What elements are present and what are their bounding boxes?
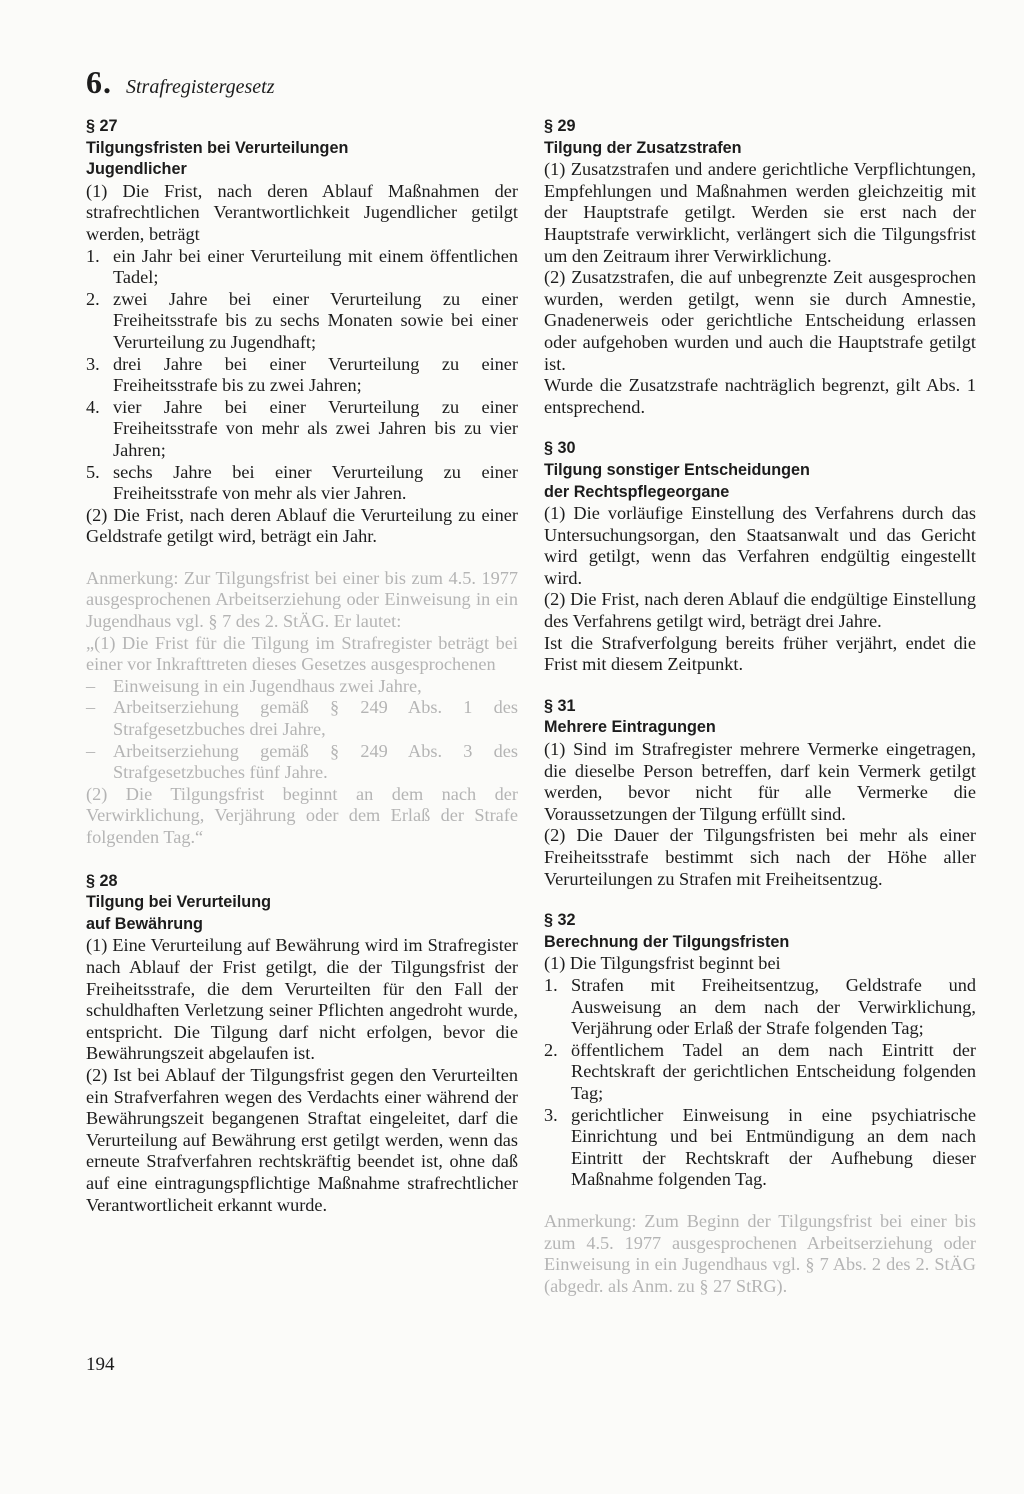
paragraph: (2) Zusatzstrafen, die auf unbegrenzte Zeit ausgesprochen wurden, werden getilgt, wenn sie durch Amnestie, Gnadenerweis oder gerichtliche Entscheidung erlassen oder aufgehoben wurden und auch die Hauptstrafe getilgt ist. — [544, 267, 976, 374]
list-number: 5. — [86, 461, 100, 482]
section-title-line: Jugendlicher — [86, 160, 187, 179]
paragraph: (2) Die Dauer der Tilgungsfristen bei mehr als einer Freiheitsstrafe bestimmt sich nach der Höhe aller Verurteilungen zu Strafen mit Freiheitsentzug. — [544, 825, 976, 889]
list-number: 1. — [86, 245, 100, 266]
note-list-text: Arbeitserziehung gemäß § 249 Abs. 3 des Strafgesetzbuches fünf Jahre. — [113, 740, 518, 783]
paragraph: (1) Sind im Strafregister mehrere Vermerke eingetragen, die dieselbe Person betreffen, darf kein Vermerk getilgt werden, bevor nicht für alle Vermerke die Voraussetzungen der Tilgung erfüllt sind. — [544, 739, 976, 824]
chapter-title: Strafregistergesetz — [126, 76, 275, 98]
section-28 — [86, 871, 518, 1217]
list-text: Strafen mit Freiheitsentzug, Geldstrafe und Ausweisung an dem nach der Verwirklichung, Verjährung oder Erlaß der Strafe folgenden Tag; — [571, 974, 976, 1039]
note-list-item — [86, 697, 518, 740]
list-item — [86, 397, 518, 462]
note-paragraph: (2) Die Tilgungsfrist beginnt an dem nach der Verwirklichung, Verjährung oder dem Erlaß der Strafe folgenden Tag.“ — [86, 783, 518, 847]
paragraph: (2) Ist bei Ablauf der Tilgungsfrist gegen den Verurteilten ein Strafverfahren wegen des Verdachts einer während der Bewährungszeit begangenen Straftat eingeleitet, darf die Verurteilung auf Bewährung erst getilgt werden, wenn das erneute Strafverfahren rechtskräftig beendet ist, ohne daß auf eine eintragungspflichtige Maßnahme strafrechtlicher Verantwortlicheit erkannt wurde. — [86, 1064, 518, 1215]
paragraph: (1) Die vorläufige Einstellung des Verfahrens durch das Untersuchungsorgan, den Staatsanwalt und das Gericht wird getilgt, wenn das Verfahren endgültig eingestellt wird. — [544, 503, 976, 588]
annotation-note — [86, 568, 518, 849]
note-list-text: Arbeitserziehung gemäß § 249 Abs. 1 des Strafgesetzbuches drei Jahre, — [113, 697, 518, 740]
section-29 — [544, 116, 976, 418]
list-item — [86, 246, 518, 289]
paragraph: (1) Eine Verurteilung auf Bewährung wird im Strafregister nach Ablauf der Frist getilgt, die der Tilgungsfrist der Freiheitsstrafe, die dem Verurteilten für den Fall der schuldhaften Verletzung seiner Pflichten angedroht wurde, entspricht. Die Tilgung darf nicht erfolgen, bevor die Bewährungszeit abgelaufen ist. — [86, 935, 518, 1064]
note-text: Anmerkung: Zum Beginn der Tilgungsfrist bei einer bis zum 4.5. 1977 ausgesprochenen Arbeitserziehung oder Einweisung in ein Jugendhaus vgl. § 7 Abs. 2 des 2. StÄG (abgedr. als Anm. zu § 27 StRG). — [544, 1210, 976, 1296]
section-number: § 30 — [544, 439, 576, 458]
section-31 — [544, 696, 976, 890]
section-number: § 29 — [544, 117, 576, 135]
right-column — [544, 116, 976, 1319]
list-text: zwei Jahre bei einer Verurteilung zu einer Freiheitsstrafe bis zu sechs Monaten sowie bei einer Verurteilung zu Jugendhaft; — [113, 288, 518, 352]
section-number: § 31 — [544, 696, 576, 715]
list-text: sechs Jahre bei einer Verurteilung zu einer Freiheitsstrafe von mehr als vier Jahren. — [113, 461, 518, 504]
list-number: 2. — [86, 288, 100, 309]
note-list-item — [86, 741, 518, 784]
page-number: 194 — [86, 1354, 115, 1375]
section-32 — [544, 910, 976, 1191]
paragraph: (1) Zusatzstrafen und andere gerichtliche Verpflichtungen, Empfehlungen und Maßnahmen werden gleichzeitig mit der Hauptstrafe getilgt. Werden sie erst nach der Hauptstrafe verwirklicht, verlängert sich die Tilgungsfrist um den Zeitraum ihrer Verwirklichung. — [544, 159, 976, 266]
list-item — [544, 1105, 976, 1191]
list-text: öffentlichem Tadel an dem nach Eintritt der Rechtskraft der gerichtlichen Entscheidung folgenden Tag; — [571, 1039, 976, 1103]
paragraph: (1) Die Tilgungsfrist beginnt bei — [544, 953, 781, 974]
dash: – — [86, 697, 96, 718]
note-list-text: Einweisung in ein Jugendhaus zwei Jahre, — [113, 675, 422, 696]
section-title-line: Tilgungsfristen bei Verurteilungen — [86, 138, 349, 157]
note-list-item — [86, 676, 518, 698]
section-27 — [86, 116, 518, 548]
paragraph: (1) Die Frist, nach deren Ablauf Maßnahmen der strafrechtlichen Verantwortlichkeit Jugendlicher getilgt werden, beträgt — [86, 180, 518, 244]
list-item — [86, 354, 518, 397]
section-number: § 28 — [86, 871, 118, 890]
chapter-number: 6. — [86, 64, 112, 100]
dash: – — [86, 675, 96, 696]
paragraph: Wurde die Zusatzstrafe nachträglich begrenzt, gilt Abs. 1 entsprechend. — [544, 375, 976, 417]
list-number: 4. — [86, 396, 100, 417]
list-item — [544, 975, 976, 1040]
page-header — [86, 64, 275, 101]
list-item — [544, 1040, 976, 1105]
section-title-line: Tilgung bei Verurteilung — [86, 893, 271, 912]
paragraph: (2) Die Frist, nach deren Ablauf die endgültige Einstellung des Verfahrens getilgt wird, beträgt drei Jahre. — [544, 589, 976, 632]
annotation-note — [544, 1211, 976, 1297]
list-text: ein Jahr bei einer Verurteilung mit einem öffentlichen Tadel; — [113, 245, 518, 288]
list-item — [86, 462, 518, 505]
section-title-line: Tilgung der Zusatzstrafen — [544, 138, 742, 157]
list-number: 3. — [544, 1104, 558, 1125]
list-text: gerichtlicher Einweisung in eine psychiatrische Einrichtung und bei Entmündigung an dem nach Eintritt der Rechtskraft der Aufhebung dieser Maßnahme folgenden Tag. — [571, 1104, 976, 1190]
list-text: vier Jahre bei einer Verurteilung zu einer Freiheitsstrafe von mehr als zwei Jahren bis zu vier Jahren; — [113, 396, 518, 460]
paragraph: (2) Die Frist, nach deren Ablauf die Verurteilung zu einer Geldstrafe getilgt wird, beträgt ein Jahr. — [86, 504, 518, 547]
list-number: 2. — [544, 1039, 558, 1060]
left-column — [86, 116, 518, 1236]
note-quote: „(1) Die Frist für die Tilgung im Strafregister beträgt bei einer vor Inkrafttreten dieses Gesetzes ausgesprochenen — [86, 632, 518, 675]
list-number: 1. — [544, 974, 558, 995]
section-number: § 27 — [86, 117, 118, 135]
section-title-line: Tilgung sonstiger Entscheidungen — [544, 460, 810, 479]
section-title-line: auf Bewährung — [86, 914, 203, 933]
list-text: drei Jahre bei einer Verurteilung zu einer Freiheitsstrafe bis zu zwei Jahren; — [113, 353, 518, 396]
section-30 — [544, 438, 976, 676]
dash: – — [86, 740, 96, 761]
section-title-line: Mehrere Eintragungen — [544, 718, 716, 737]
list-item — [86, 289, 518, 354]
note-intro: Anmerkung: Zur Tilgungsfrist bei einer bis zum 4.5. 1977 ausgesprochenen Arbeitserziehung oder Einweisung in ein Jugendhaus vgl. § 7 des 2. StÄG. Er lautet: — [86, 567, 518, 632]
paragraph: Ist die Strafverfolgung bereits früher verjährt, endet die Frist mit diesem Zeitpunkt. — [544, 632, 976, 675]
section-title-line: Berechnung der Tilgungsfristen — [544, 932, 790, 951]
list-number: 3. — [86, 353, 100, 374]
section-title-line: der Rechtspflegeorgane — [544, 482, 730, 501]
section-number: § 32 — [544, 911, 576, 930]
